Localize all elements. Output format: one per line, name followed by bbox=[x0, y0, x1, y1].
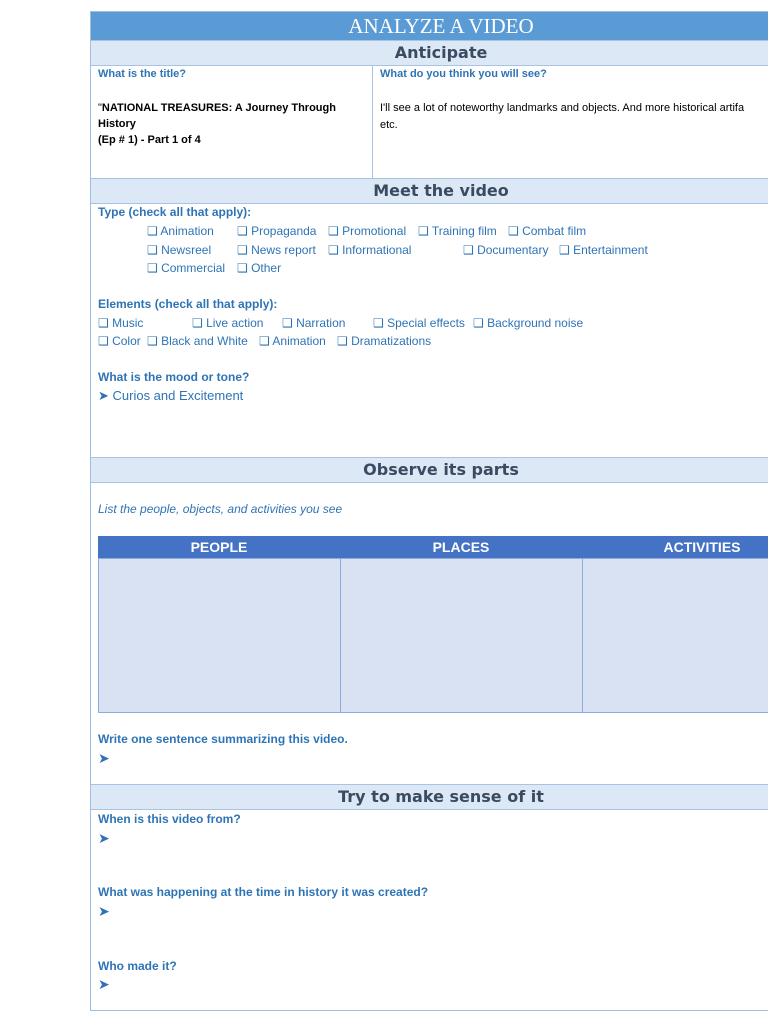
mood-answer: ➤ Curios and Excitement bbox=[98, 388, 244, 403]
section-meet-heading: Meet the video bbox=[91, 178, 768, 204]
table-header-activities: ACTIVITIES bbox=[582, 536, 768, 558]
maker-answer: ➤ bbox=[98, 976, 110, 992]
column-divider bbox=[372, 66, 373, 178]
type-option-other[interactable]: ❑ Other bbox=[237, 261, 282, 275]
when-question: When is this video from? bbox=[98, 812, 241, 826]
type-option-training-film[interactable]: ❑ Training film bbox=[418, 224, 497, 238]
type-option-entertainment[interactable]: ❑ Entertainment bbox=[559, 243, 648, 257]
type-option-promotional[interactable]: ❑ Promotional bbox=[328, 224, 407, 238]
element-option-dramatizations[interactable]: ❑ Dramatizations bbox=[337, 334, 432, 348]
element-option-black-and-white[interactable]: ❑ Black and White bbox=[147, 334, 248, 348]
history-question: What was happening at the time in history it was created? bbox=[98, 885, 429, 899]
element-option-narration[interactable]: ❑ Narration bbox=[282, 316, 346, 330]
type-option-newsreel[interactable]: ❑ Newsreel bbox=[147, 243, 212, 257]
title-answer-line2: (Ep # 1) - Part 1 of 4 bbox=[98, 134, 201, 146]
table-header-people: PEOPLE bbox=[98, 536, 340, 558]
type-option-propaganda[interactable]: ❑ Propaganda bbox=[237, 224, 317, 238]
type-option-animation[interactable]: ❑ Animation bbox=[147, 224, 214, 238]
type-option-informational[interactable]: ❑ Informational bbox=[328, 243, 412, 257]
summary-answer: ➤ bbox=[98, 750, 110, 766]
see-answer-line2: etc. bbox=[380, 119, 398, 131]
when-answer: ➤ bbox=[98, 830, 110, 846]
summary-question: Write one sentence summarizing this video. bbox=[98, 732, 348, 746]
type-option-combat-film[interactable]: ❑ Combat film bbox=[508, 224, 587, 238]
elements-label: Elements (check all that apply): bbox=[98, 297, 278, 311]
type-option-news-report[interactable]: ❑ News report bbox=[237, 243, 316, 257]
worksheet-title: ANALYZE A VIDEO bbox=[91, 12, 768, 40]
maker-question: Who made it? bbox=[98, 959, 177, 973]
type-label: Type (check all that apply): bbox=[98, 205, 252, 219]
title-question: What is the title? bbox=[98, 68, 186, 80]
see-question: What do you think you will see? bbox=[380, 68, 547, 80]
history-answer: ➤ bbox=[98, 903, 110, 919]
section-observe-heading: Observe its parts bbox=[91, 457, 768, 483]
element-option-color[interactable]: ❑ Color bbox=[98, 334, 141, 348]
table-cell-places[interactable] bbox=[340, 558, 583, 713]
section-sense-heading: Try to make sense of it bbox=[91, 784, 768, 810]
element-option-special-effects[interactable]: ❑ Special effects bbox=[373, 316, 465, 330]
see-answer bbox=[380, 100, 768, 134]
table-cell-people[interactable] bbox=[98, 558, 341, 713]
type-option-commercial[interactable]: ❑ Commercial bbox=[147, 261, 226, 275]
element-option-background-noise[interactable]: ❑ Background noise bbox=[473, 316, 584, 330]
table-cell-activities[interactable] bbox=[582, 558, 768, 713]
see-answer-line1: I'll see a lot of noteworthy landmarks and objects. And more historical artifa bbox=[380, 102, 745, 114]
section-anticipate-heading: Anticipate bbox=[91, 40, 768, 66]
title-answer-quote: " bbox=[98, 102, 102, 114]
title-answer-line1: NATIONAL TREASURES: A Journey Through History bbox=[98, 102, 336, 130]
mood-question: What is the mood or tone? bbox=[98, 370, 250, 384]
worksheet bbox=[90, 11, 768, 1011]
title-answer bbox=[98, 100, 370, 148]
table-header-places: PLACES bbox=[340, 536, 582, 558]
element-option-animation[interactable]: ❑ Animation bbox=[259, 334, 326, 348]
element-option-live-action[interactable]: ❑ Live action bbox=[192, 316, 264, 330]
type-option-documentary[interactable]: ❑ Documentary bbox=[463, 243, 549, 257]
element-option-music[interactable]: ❑ Music bbox=[98, 316, 144, 330]
observe-instruction: List the people, objects, and activities you see bbox=[98, 502, 343, 516]
